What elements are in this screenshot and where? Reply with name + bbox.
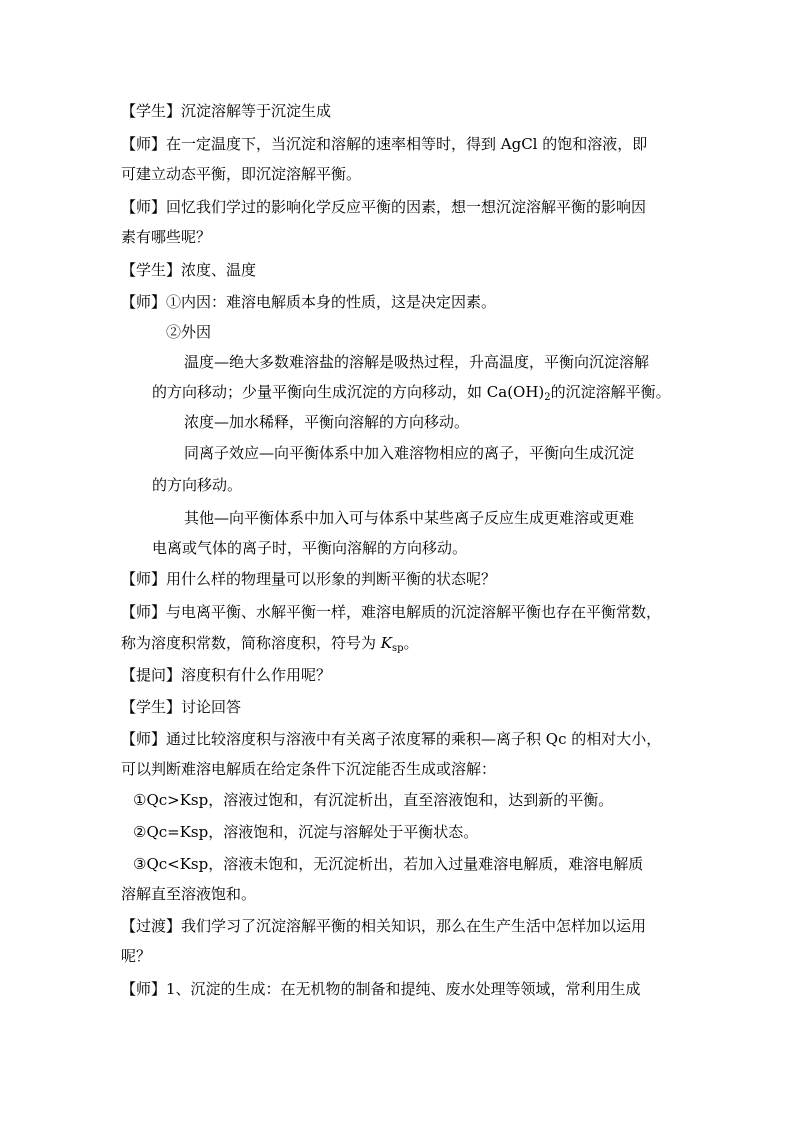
line-18-b: 。: [403, 634, 419, 652]
line-27: 【过渡】我们学习了沉淀溶解平衡的相关知识，那么在生产生活中怎样加以运用: [121, 917, 647, 935]
line-24: ②Qc=Ksp，溶液饱和，沉淀与溶解处于平衡状态。: [133, 823, 479, 841]
ksp-sub: sp: [392, 643, 404, 654]
line-18: [121, 633, 419, 653]
line-17: 【师】与电离平衡、水解平衡一样，难溶电解质的沉淀溶解平衡也存在平衡常数，: [121, 603, 662, 621]
line-10-a: 的方向移动；少量平衡向生成沉淀的方向移动，如 Ca(OH): [152, 383, 545, 401]
line-15: 电离或气体的离子时，平衡向溶解的方向移动。: [152, 539, 468, 557]
line-1: 【学生】沉淀溶解等于沉淀生成: [121, 102, 332, 120]
line-5: 素有哪些呢？: [121, 228, 212, 246]
line-3: 可建立动态平衡，即沉淀溶解平衡。: [121, 165, 362, 183]
line-10-b: 的沉淀溶解平衡。: [550, 383, 671, 401]
line-13: 的方向移动。: [152, 476, 243, 494]
line-19: 【提问】溶度积有什么作用呢？: [121, 666, 332, 684]
line-26: 溶解直至溶液饱和。: [121, 885, 257, 903]
line-29: 【师】1、沉淀的生成：在无机物的制备和提纯、废水处理等领域，常利用生成: [121, 980, 641, 998]
line-8: ②外因: [166, 323, 212, 341]
line-2: 【师】在一定温度下，当沉淀和溶解的速率相等时，得到 AgCl 的饱和溶液，即: [121, 135, 648, 153]
ksp-symbol: K: [380, 634, 392, 652]
line-14: 其他—向平衡体系中加入可与体系中某些离子反应生成更难溶或更难: [184, 509, 635, 527]
line-9: 温度—绝大多数难溶盐的溶解是吸热过程，升高温度，平衡向沉淀溶解: [184, 353, 650, 371]
line-11: 浓度—加水稀释，平衡向溶解的方向移动。: [184, 413, 470, 431]
line-6: 【学生】浓度、温度: [121, 261, 257, 279]
line-28: 呢？: [121, 947, 152, 965]
line-4: 【师】回忆我们学过的影响化学反应平衡的因素，想一想沉淀溶解平衡的影响因: [121, 198, 647, 216]
line-12: 同离子效应—向平衡体系中加入难溶物相应的离子，平衡向生成沉淀: [184, 444, 635, 462]
line-10-sub: 2: [544, 392, 551, 403]
line-25: ③Qc<Ksp，溶液未饱和，无沉淀析出，若加入过量难溶电解质，难溶电解质: [133, 855, 644, 873]
line-18-a: 称为溶度积常数，简称溶度积，符号为: [121, 634, 381, 652]
line-20: 【学生】讨论回答: [121, 698, 242, 716]
line-21: 【师】通过比较溶度积与溶液中有关离子浓度幂的乘积—离子积 Qc 的相对大小，: [121, 730, 662, 748]
line-16: 【师】用什么样的物理量可以形象的判断平衡的状态呢？: [121, 570, 497, 588]
line-7: 【师】①内因：难溶电解质本身的性质，这是决定因素。: [121, 293, 497, 311]
line-22: 可以判断难溶电解质在给定条件下沉淀能否生成或溶解：: [121, 760, 497, 778]
line-10: [152, 382, 671, 402]
line-23: ①Qc>Ksp，溶液过饱和，有沉淀析出，直至溶液饱和，达到新的平衡。: [133, 791, 614, 809]
